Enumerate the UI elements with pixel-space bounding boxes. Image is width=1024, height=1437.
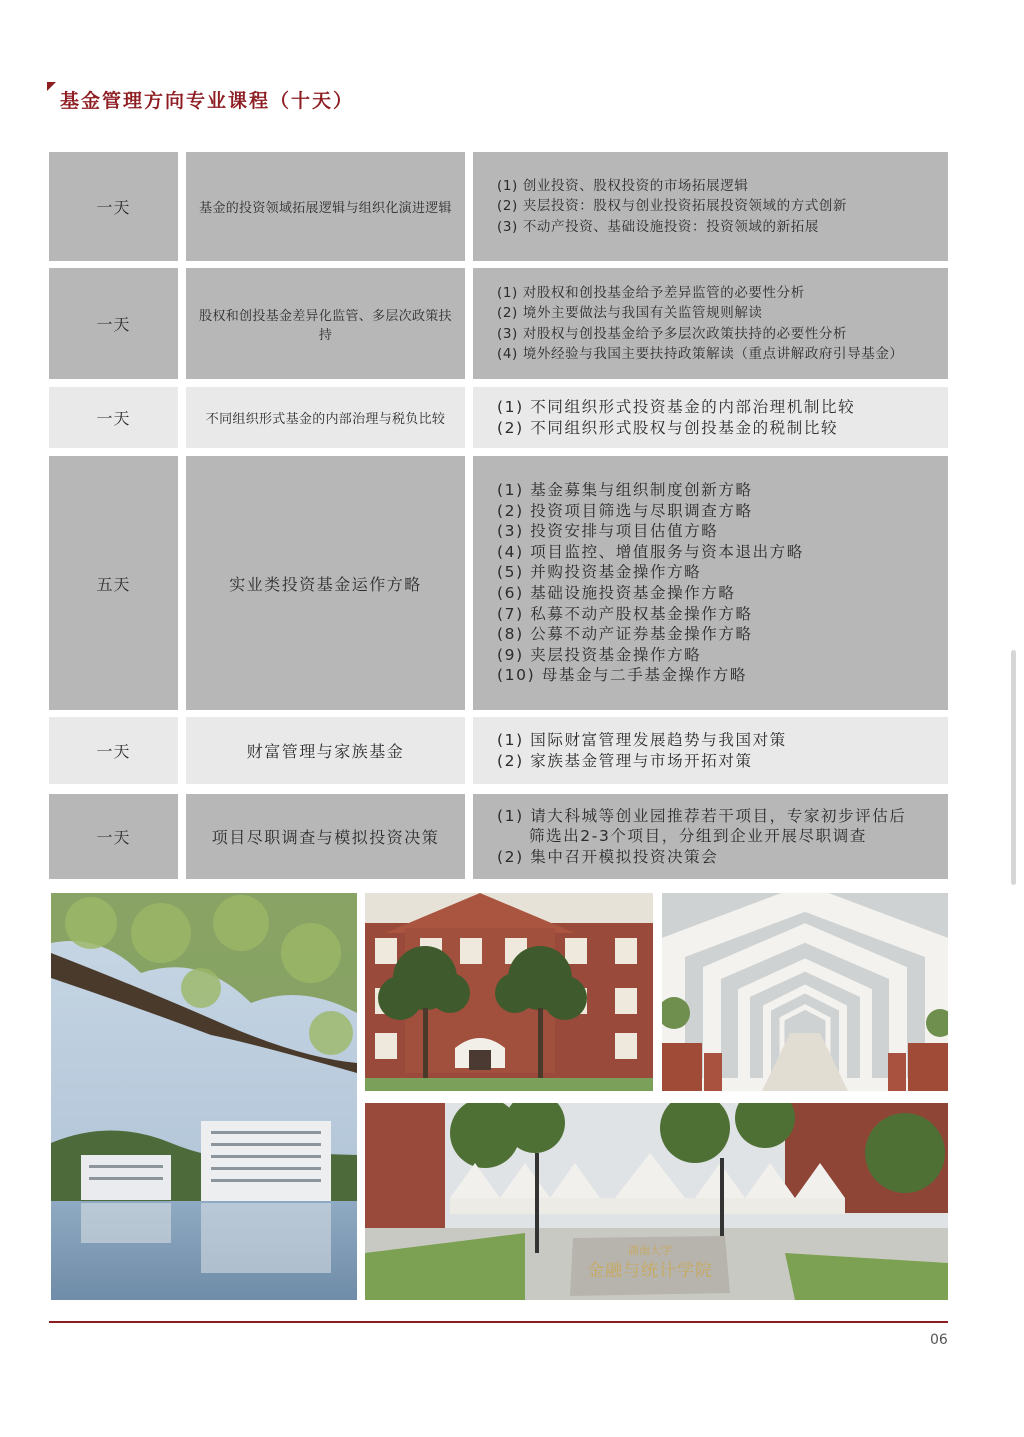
content-item: (8) 公募不动产证券基金操作方略	[497, 625, 753, 644]
content-item: (1) 基金募集与组织制度创新方略	[497, 481, 753, 500]
content-item: (1) 请大科城等创业园推荐若干项目，专家初步评估后	[497, 806, 907, 825]
scrollbar[interactable]	[1011, 650, 1016, 885]
arch-corridor-photo	[662, 893, 948, 1091]
content-cell	[473, 387, 948, 448]
content-item: (5) 并购投资基金操作方略	[497, 563, 702, 582]
content-item: (3) 对股权与创投基金给予多层次政策扶持的必要性分析	[497, 325, 848, 342]
content-cell	[473, 794, 948, 879]
duration-cell: 一天	[49, 794, 178, 879]
content-item: (4) 境外经验与我国主要扶持政策解读（重点讲解政府引导基金）	[497, 346, 904, 362]
content-cell	[473, 717, 948, 784]
content-item: (9) 夹层投资基金操作方略	[497, 645, 702, 664]
duration-cell: 一天	[49, 268, 178, 379]
content-item	[497, 826, 906, 847]
content-item-continuation: 筛选出2-3个项目，分组到企业开展尽职调查	[529, 827, 867, 846]
stone-sign-line1: 湖南大学	[628, 1244, 672, 1257]
page-number: 06	[930, 1332, 948, 1348]
content-cell	[473, 268, 948, 379]
content-item: (1) 国际财富管理发展趋势与我国对策	[497, 730, 787, 749]
duration-cell: 一天	[49, 387, 178, 448]
content-item: (2) 境外主要做法与我国有关监管规则解读	[497, 305, 763, 321]
course-row-5	[49, 717, 948, 784]
topic-cell: 不同组织形式基金的内部治理与税负比较	[186, 387, 465, 448]
campus-lake-photo	[51, 893, 357, 1300]
content-item: (1) 不同组织形式投资基金的内部治理机制比较	[497, 397, 856, 416]
content-cell	[473, 456, 948, 710]
duration-cell: 五天	[49, 456, 178, 710]
content-item: (7) 私募不动产股权基金操作方略	[497, 604, 753, 623]
content-item: (2) 不同组织形式股权与创投基金的税制比较	[497, 418, 839, 437]
content-item: (1) 对股权和创投基金给予差异监管的必要性分析	[497, 284, 805, 301]
content-item: (2) 家族基金管理与市场开拓对策	[497, 751, 753, 770]
content-item: (3) 不动产投资、基础设施投资：投资领域的新拓展	[497, 218, 819, 235]
topic-cell: 股权和创投基金差异化监管、多层次政策扶持	[186, 268, 465, 379]
course-row-2	[49, 268, 948, 379]
topic-cell: 项目尽职调查与模拟投资决策	[186, 794, 465, 879]
course-row-3	[49, 387, 948, 448]
college-plaza-photo	[365, 1103, 948, 1300]
content-item: (2) 集中召开模拟投资决策会	[497, 847, 719, 866]
course-row-6	[49, 794, 948, 879]
content-item: (6) 基础设施投资基金操作方略	[497, 584, 736, 602]
content-cell	[473, 152, 948, 261]
topic-cell: 基金的投资领域拓展逻辑与组织化演进逻辑	[186, 152, 465, 261]
content-item: (2) 投资项目筛选与尽职调查方略	[497, 501, 753, 520]
title-corner-mark	[47, 82, 56, 91]
content-item: (3) 投资安排与项目估值方略	[497, 522, 719, 541]
topic-cell: 财富管理与家族基金	[186, 717, 465, 784]
content-item: (4) 项目监控、增值服务与资本退出方略	[497, 542, 804, 561]
duration-cell: 一天	[49, 717, 178, 784]
content-item: (10) 母基金与二手基金操作方略	[497, 666, 747, 685]
duration-cell: 一天	[49, 152, 178, 261]
content-item: (2) 夹层投资：股权与创业投资拓展投资领域的方式创新	[497, 198, 848, 215]
topic-cell: 实业类投资基金运作方略	[186, 456, 465, 710]
content-item: (1) 创业投资、股权投资的市场拓展逻辑	[497, 177, 749, 194]
course-row-4	[49, 456, 948, 710]
course-row-1	[49, 152, 948, 261]
page-title: 基金管理方向专业课程（十天）	[60, 90, 355, 112]
stone-sign-line2: 金融与统计学院	[587, 1261, 713, 1281]
footer-divider	[49, 1321, 948, 1323]
brick-building-photo	[365, 893, 653, 1091]
stone-sign-text	[575, 1241, 725, 1281]
